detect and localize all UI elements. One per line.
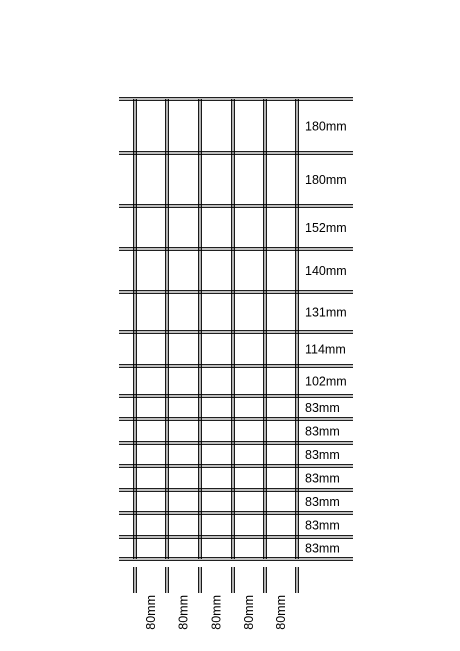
row-spacing-label: 83mm: [305, 401, 340, 415]
horizontal-wire: [119, 536, 353, 539]
vertical-wire: [199, 99, 202, 559]
row-spacing-label: 83mm: [305, 518, 340, 533]
column-spacing-label: 80mm: [209, 595, 224, 630]
vertical-wire: [134, 99, 137, 559]
column-tick: [296, 567, 299, 593]
vertical-wire: [296, 99, 299, 559]
row-spacing-label: 83mm: [305, 448, 340, 462]
horizontal-wire: [119, 489, 353, 492]
column-tick: [232, 567, 235, 593]
row-spacing-label: 140mm: [305, 264, 347, 278]
column-spacing-label: 80mm: [144, 595, 158, 630]
horizontal-wire: [119, 98, 353, 101]
row-spacing-label: 180mm: [305, 173, 347, 187]
column-tick: [199, 567, 202, 593]
horizontal-wire: [119, 365, 353, 368]
horizontal-wire: [119, 152, 353, 155]
horizontal-wire: [119, 291, 353, 294]
vertical-wire: [264, 99, 267, 559]
row-spacing-label: 180mm: [305, 119, 347, 134]
horizontal-wire: [119, 465, 353, 468]
column-tick: [134, 567, 137, 593]
vertical-wire: [166, 99, 169, 559]
column-spacing-label: 80mm: [176, 595, 191, 630]
horizontal-wire: [119, 395, 353, 398]
row-spacing-label: 83mm: [305, 541, 340, 556]
column-tick: [264, 567, 267, 593]
row-spacing-label: 83mm: [305, 471, 340, 486]
column-spacing-labels: [144, 595, 288, 630]
column-spacing-label: 80mm: [242, 595, 256, 630]
row-spacing-label: 152mm: [305, 221, 347, 235]
row-spacing-label: 83mm: [305, 424, 340, 439]
row-spacing-label: 83mm: [305, 495, 340, 509]
horizontal-wire: [119, 331, 353, 334]
row-spacing-labels: [305, 120, 347, 556]
horizontal-wire: [119, 512, 353, 515]
horizontal-wire: [119, 442, 353, 445]
row-spacing-label: 131mm: [305, 305, 347, 320]
row-spacing-label: 102mm: [305, 374, 347, 389]
horizontal-wire: [119, 418, 353, 421]
vertical-wires: [134, 99, 299, 593]
horizontal-wire: [119, 558, 353, 561]
horizontal-wire: [119, 248, 353, 251]
horizontal-wire: [119, 205, 353, 208]
column-spacing-label: 80mm: [274, 595, 288, 630]
column-tick: [166, 567, 169, 593]
row-spacing-label: 114mm: [305, 342, 346, 357]
horizontal-wires: [119, 98, 353, 561]
vertical-wire: [232, 99, 235, 559]
